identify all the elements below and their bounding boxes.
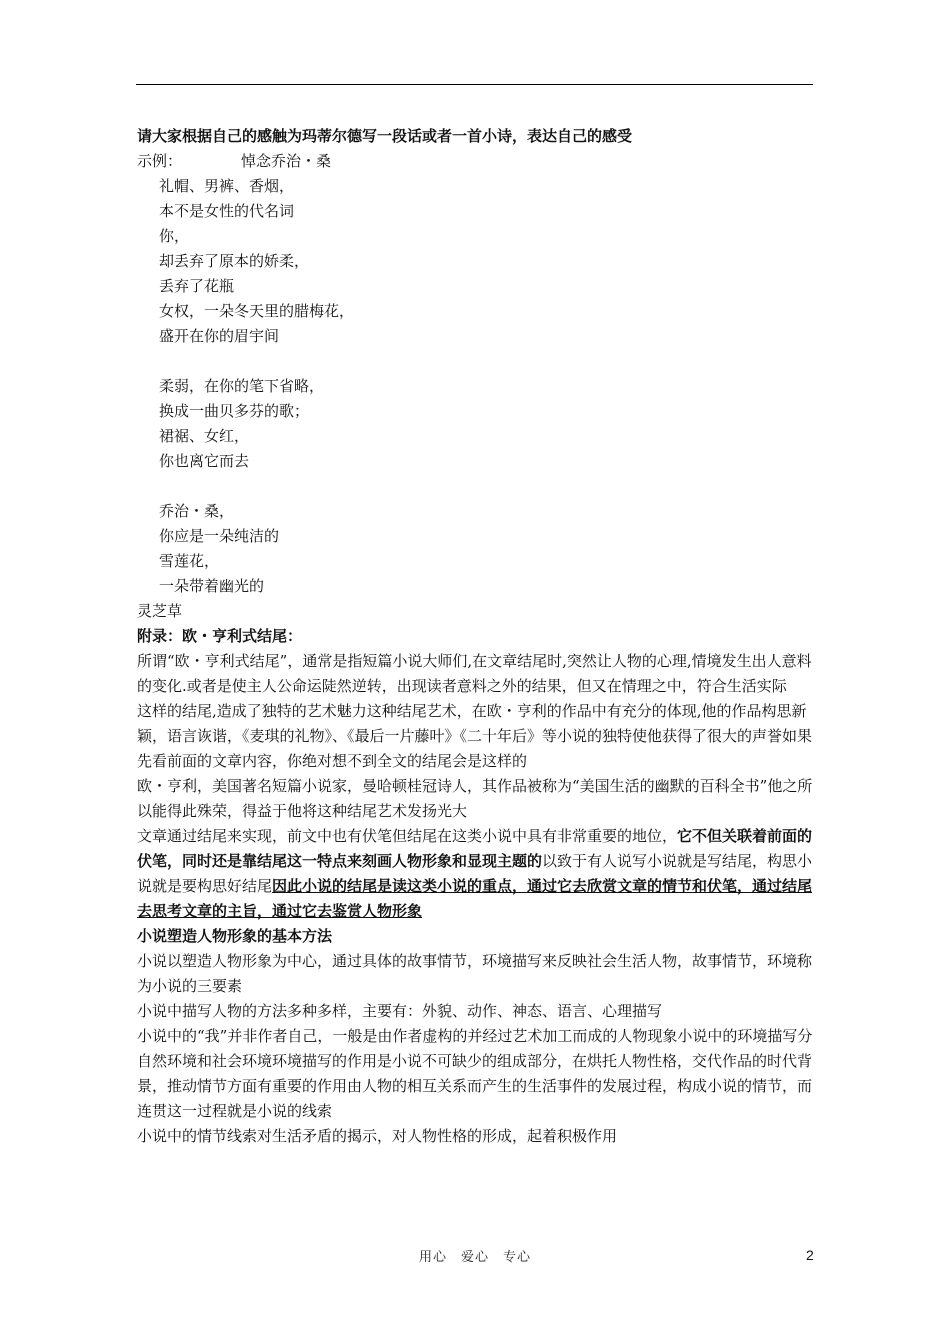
paragraph: 小说以塑造人物形象为中心，通过具体的故事情节，环境描写来反映社会生活人物，故事情节，环境称为小说的三要素	[137, 952, 813, 995]
poem-line: 雪莲花，	[159, 552, 220, 570]
paragraph: 小说中描写人物的方法多种多样，主要有：外貌、动作、神态、语言、心理描写	[137, 1002, 663, 1020]
poem-line: 女权，一朵冬天里的腊梅花，	[159, 302, 355, 320]
text-run: 文章通过结尾来实现，前文中也有伏笔但结尾在这类小说中具有非常重要的地位，	[137, 827, 678, 845]
poem-line: 你，	[159, 227, 190, 245]
poem-line: 你也离它而去	[159, 452, 250, 470]
footer-text: 用心 爱心 专心	[418, 1250, 531, 1265]
poem-line: 裙裾、女红，	[159, 427, 250, 445]
poem-line: 你应是一朵纯洁的	[159, 527, 280, 545]
header-rule	[136, 84, 813, 85]
stanza-gap	[137, 349, 817, 374]
poem-tail: 灵芝草	[137, 602, 183, 620]
poem-line: 乔治・桑，	[159, 502, 235, 520]
paragraph: 小说中的情节线索对生活矛盾的揭示，对人物性格的形成，起着积极作用	[137, 1127, 618, 1145]
prompt-line: 请大家根据自己的感触为玛蒂尔德写一段话或者一首小诗，表达自己的感受	[137, 127, 633, 145]
poem-line: 盛开在你的眉宇间	[159, 327, 280, 345]
example-label: 示例：	[137, 152, 183, 170]
appendix-heading: 附录：欧・亨利式结尾：	[137, 627, 303, 645]
poem-line: 换成一曲贝多芬的歌；	[159, 402, 310, 420]
paragraph-mixed	[137, 824, 817, 924]
paragraph: 这样的结尾,造成了独特的艺术魅力这种结尾艺术，在欧・亨利的作品中有充分的体现,他的作品构思新颖，语言诙谐，《麦琪的礼物》、《最后一片藤叶》《二十年后》等小说的独特使他获得了很大的声誉如果先看前面的文章内容，你绝对想不到全文的结尾会是这样的	[137, 702, 813, 770]
stanza-gap	[137, 474, 817, 499]
poem-title: 悼念乔治・桑	[241, 152, 332, 170]
poem-line: 本不是女性的代名词	[159, 202, 295, 220]
page-number: 2	[806, 1247, 814, 1263]
text-run: 以致于有人说写小说就是写结尾，构思小说就是要构思好结尾	[137, 852, 813, 895]
poem-line: 柔弱，在你的笔下省略，	[159, 377, 325, 395]
section-heading: 小说塑造人物形象的基本方法	[137, 927, 333, 945]
page-body	[137, 124, 817, 1149]
example-line	[137, 149, 817, 174]
paragraph: 欧・亨利，美国著名短篇小说家，曼哈顿桂冠诗人，其作品被称为“美国生活的幽默的百科全书”他之所以能得此殊荣，得益于他将这种结尾艺术发扬光大	[137, 777, 813, 820]
bold-run: 它不但关联着前面的伏笔，同时还是靠结尾这一特点来刻画人物形象和显现主题的	[137, 827, 813, 870]
poem-line: 丢弃了花瓶	[159, 277, 235, 295]
paragraph: 小说中的“我”并非作者自己，一般是由作者虚构的并经过艺术加工而成的人物现象小说中的环境描写分自然环境和社会环境环境描写的作用是小说不可缺少的组成部分，在烘托人物性格，交代作品的时代背景，推动情节方面有重要的作用由人物的相互关系而产生的生活事件的发展过程，构成小说的情节，而连贯这一过程就是小说的线索	[137, 1027, 813, 1120]
poem-line: 礼帽、男裤、香烟，	[159, 177, 295, 195]
bold-underline-run: 因此小说的结尾是读这类小说的重点，通过它去欣赏文章的情节和伏笔，通过结尾去思考文章的主旨，通过它去鉴赏人物形象	[137, 877, 813, 920]
poem-line: 一朵带着幽光的	[159, 577, 265, 595]
paragraph: 所谓“欧・亨利式结尾”，通常是指短篇小说大师们,在文章结尾时,突然让人物的心理,情境发生出人意料的变化.或者是使主人公命运陡然逆转，出现读者意料之外的结果，但又在情理之中，符合生活实际	[137, 652, 812, 695]
poem-line: 却丢弃了原本的娇柔，	[159, 252, 310, 270]
